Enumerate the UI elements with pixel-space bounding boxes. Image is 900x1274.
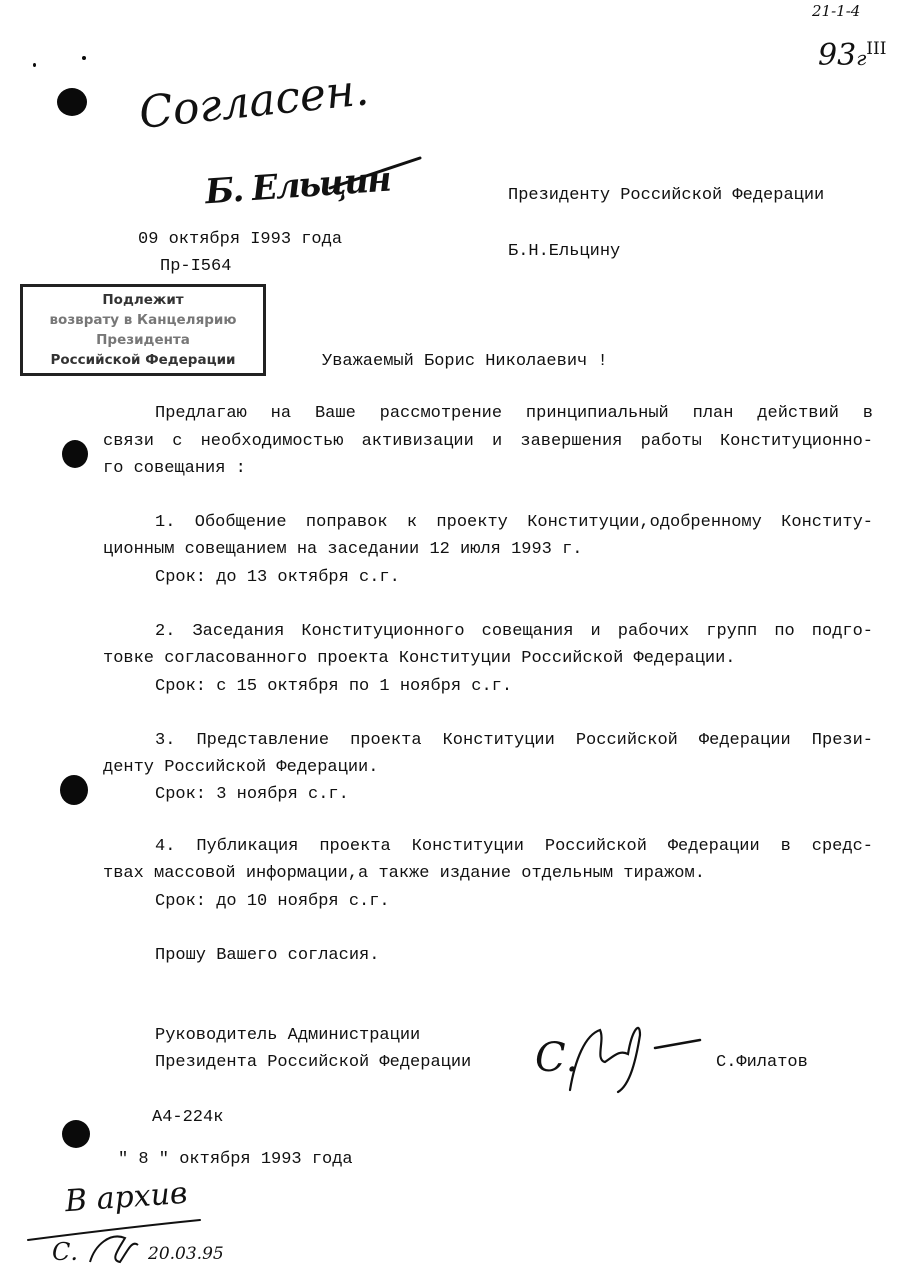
page-suffix: г bbox=[856, 46, 867, 70]
document-code: А4-224к bbox=[152, 1108, 224, 1127]
archive-date: 20.03.95 bbox=[148, 1244, 224, 1264]
salutation: Уважаемый Борис Николаевич ! bbox=[322, 352, 608, 371]
addressee-title: Президенту Российской Федерации bbox=[508, 186, 825, 205]
intro-line: го совещания : bbox=[103, 459, 246, 478]
plan-item-line: 3. Представление проекта Конституции Российской Федерации Прези- bbox=[155, 731, 873, 750]
signatory-signature: С. bbox=[535, 1035, 579, 1081]
footer-date: " 8 " октября 1993 года bbox=[118, 1150, 353, 1169]
stamp-line: Российской Федерации bbox=[50, 352, 236, 368]
archive-note: В архив bbox=[63, 1175, 189, 1220]
resolution-signature: Б. Ельцин bbox=[203, 159, 391, 213]
plan-item-deadline: Срок: до 13 октября с.г. bbox=[155, 568, 400, 587]
plan-item-line: ционным совещанием на заседании 12 июля 1993 г. bbox=[103, 540, 583, 559]
stamp-line: возврату в Канцелярию bbox=[49, 312, 237, 328]
intro-line: связи с необходимостью активизации и завершения работы Конституционно- bbox=[103, 432, 873, 451]
plan-item-line: товке согласованного проекта Конституции Российской Федерации. bbox=[103, 649, 736, 668]
roman-mark: III bbox=[866, 39, 887, 59]
plan-item-line: 4. Публикация проекта Конституции Российской Федерации в средс- bbox=[155, 837, 873, 856]
plan-item-deadline: Срок: 3 ноября с.г. bbox=[155, 785, 349, 804]
stamp-line: Подлежит bbox=[102, 292, 184, 308]
plan-item-deadline: Срок: до 10 ноября с.г. bbox=[155, 892, 390, 911]
plan-item-line: 1. Обобщение поправок к проекту Конституции,одобренному Конститу- bbox=[155, 513, 873, 532]
plan-item-line: 2. Заседания Конституционного совещания и рабочих групп по подго- bbox=[155, 622, 873, 641]
closing-request: Прошу Вашего согласия. bbox=[155, 946, 380, 965]
intro-line: Предлагаю на Ваше рассмотрение принципиальный план действий в bbox=[155, 404, 873, 423]
plan-item-deadline: Срок: с 15 октября по 1 ноября с.г. bbox=[155, 677, 513, 696]
archive-file-number: 21-1-4 bbox=[812, 2, 861, 20]
archive-signature-initial: С. bbox=[52, 1238, 78, 1266]
stamp-line: Президента bbox=[96, 332, 190, 348]
signatory-title: Руководитель Администрации bbox=[155, 1026, 421, 1045]
plan-item-line: твах массовой информации,а также издание отдельным тиражом. bbox=[103, 864, 705, 883]
signatory-title: Президента Российской Федерации bbox=[155, 1053, 472, 1072]
resolution-text: Согласен. bbox=[136, 64, 372, 139]
plan-item-line: денту Российской Федерации. bbox=[103, 758, 379, 777]
addressee-name: Б.Н.Ельцину bbox=[508, 242, 621, 261]
signatory-name: С.Филатов bbox=[716, 1053, 808, 1072]
page-number: 93 bbox=[818, 38, 857, 73]
registration-number: Пр-I564 bbox=[160, 257, 232, 276]
letter-date: 09 октября I993 года bbox=[138, 230, 343, 249]
